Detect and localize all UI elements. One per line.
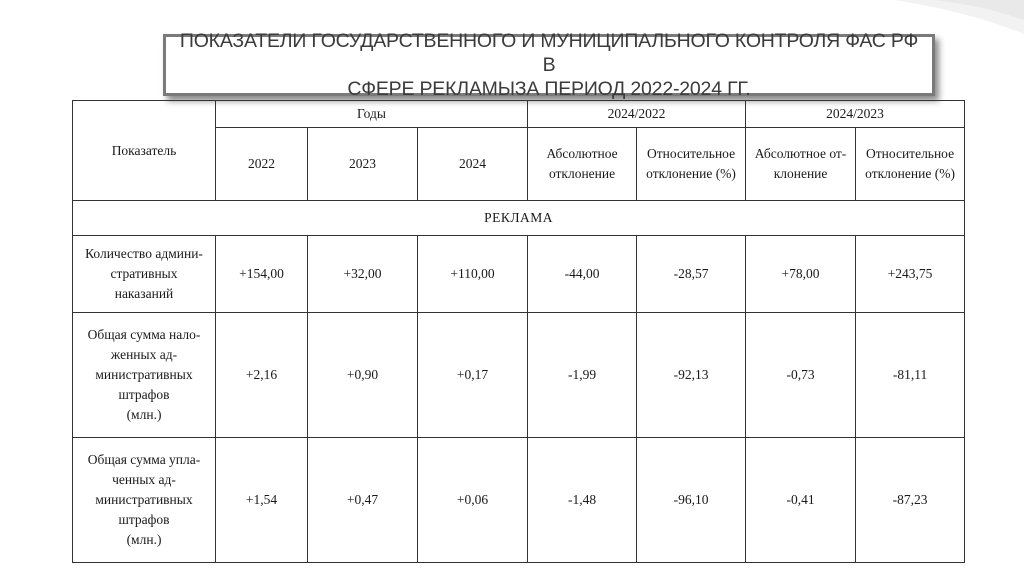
- header-abs-deviation-2024-2023-line-2: клонение: [773, 166, 828, 181]
- header-abs-deviation-2024-2023: [746, 128, 856, 201]
- row-label: [73, 438, 216, 563]
- header-indicator: Показатель: [73, 101, 216, 201]
- row-label-line: штрафов: [118, 512, 170, 527]
- table-row: [73, 438, 965, 563]
- header-group-2024-2023: 2024/2023: [746, 101, 965, 128]
- row-label-line: наказаний: [114, 286, 174, 301]
- row-label-line: женных ад-: [110, 347, 178, 362]
- header-abs-deviation-2024-2022: [528, 128, 637, 201]
- row-label: [73, 313, 216, 438]
- value-cell: -87,23: [856, 438, 965, 563]
- value-cell: +243,75: [856, 236, 965, 313]
- header-year-2024: 2024: [418, 128, 528, 201]
- value-cell: -28,57: [637, 236, 746, 313]
- value-cell: +1,54: [216, 438, 308, 563]
- value-cell: -1,99: [528, 313, 637, 438]
- row-label-line: министративных: [95, 492, 193, 507]
- value-cell: -44,00: [528, 236, 637, 313]
- header-abs-deviation-2024-2022-line-2: отклонение: [548, 166, 616, 181]
- header-group-2024-2022: 2024/2022: [528, 101, 746, 128]
- row-label-line: Количество админи-: [85, 246, 203, 261]
- table-row: [73, 236, 965, 313]
- table-row: [73, 313, 965, 438]
- header-rel-deviation-2024-2023-line-1: Относительное: [866, 146, 955, 161]
- value-cell: +78,00: [746, 236, 856, 313]
- header-rel-deviation-2024-2022: [637, 128, 746, 201]
- header-years-group: Годы: [216, 101, 528, 128]
- slide-title-line-1: ПОКАЗАТЕЛИ ГОСУДАРСТВЕННОГО И МУНИЦИПАЛЬНОГО КОНТРОЛЯ ФАС РФ В: [179, 30, 919, 76]
- value-cell: +2,16: [216, 313, 308, 438]
- value-cell: -0,73: [746, 313, 856, 438]
- value-cell: +154,00: [216, 236, 308, 313]
- header-rel-deviation-2024-2022-line-1: Относительное: [646, 146, 736, 161]
- indicators-table: [72, 100, 965, 563]
- value-cell: +0,06: [418, 438, 528, 563]
- row-label-line: министративных: [95, 367, 193, 382]
- value-cell: -92,13: [637, 313, 746, 438]
- header-abs-deviation-2024-2022-line-1: Абсолютное: [546, 146, 618, 161]
- value-cell: +32,00: [308, 236, 418, 313]
- header-rel-deviation-2024-2022-line-2: отклонение (%): [646, 166, 736, 181]
- value-cell: +110,00: [418, 236, 528, 313]
- row-label-line: (млн.): [126, 407, 162, 422]
- value-cell: -96,10: [637, 438, 746, 563]
- row-label-line: штрафов: [118, 387, 170, 402]
- header-rel-deviation-2024-2023-line-2: отклонение (%): [865, 166, 955, 181]
- value-cell: -0,41: [746, 438, 856, 563]
- row-label-line: Общая сумма нало-: [87, 327, 201, 342]
- header-abs-deviation-2024-2023-line-1: Абсолютное от-: [754, 146, 847, 161]
- value-cell: -81,11: [856, 313, 965, 438]
- row-label-line: Общая сумма упла-: [87, 452, 201, 467]
- value-cell: +0,17: [418, 313, 528, 438]
- slide-title: [166, 29, 932, 101]
- value-cell: +0,47: [308, 438, 418, 563]
- value-cell: +0,90: [308, 313, 418, 438]
- header-year-2022: 2022: [216, 128, 308, 201]
- slide-title-box: [163, 30, 935, 100]
- section-title: РЕКЛАМА: [73, 201, 965, 236]
- slide-title-line-2: СФЕРЕ РЕКЛАМЫЗА ПЕРИОД 2022-2024 ГГ.: [347, 78, 751, 100]
- row-label-line: стративных: [110, 266, 178, 281]
- row-label-line: (млн.): [126, 532, 162, 547]
- row-label: [73, 236, 216, 313]
- value-cell: -1,48: [528, 438, 637, 563]
- row-label-line: ченных ад-: [112, 472, 176, 487]
- header-row-1: [73, 101, 965, 128]
- header-year-2023: 2023: [308, 128, 418, 201]
- header-rel-deviation-2024-2023: [856, 128, 965, 201]
- section-row: [73, 201, 965, 236]
